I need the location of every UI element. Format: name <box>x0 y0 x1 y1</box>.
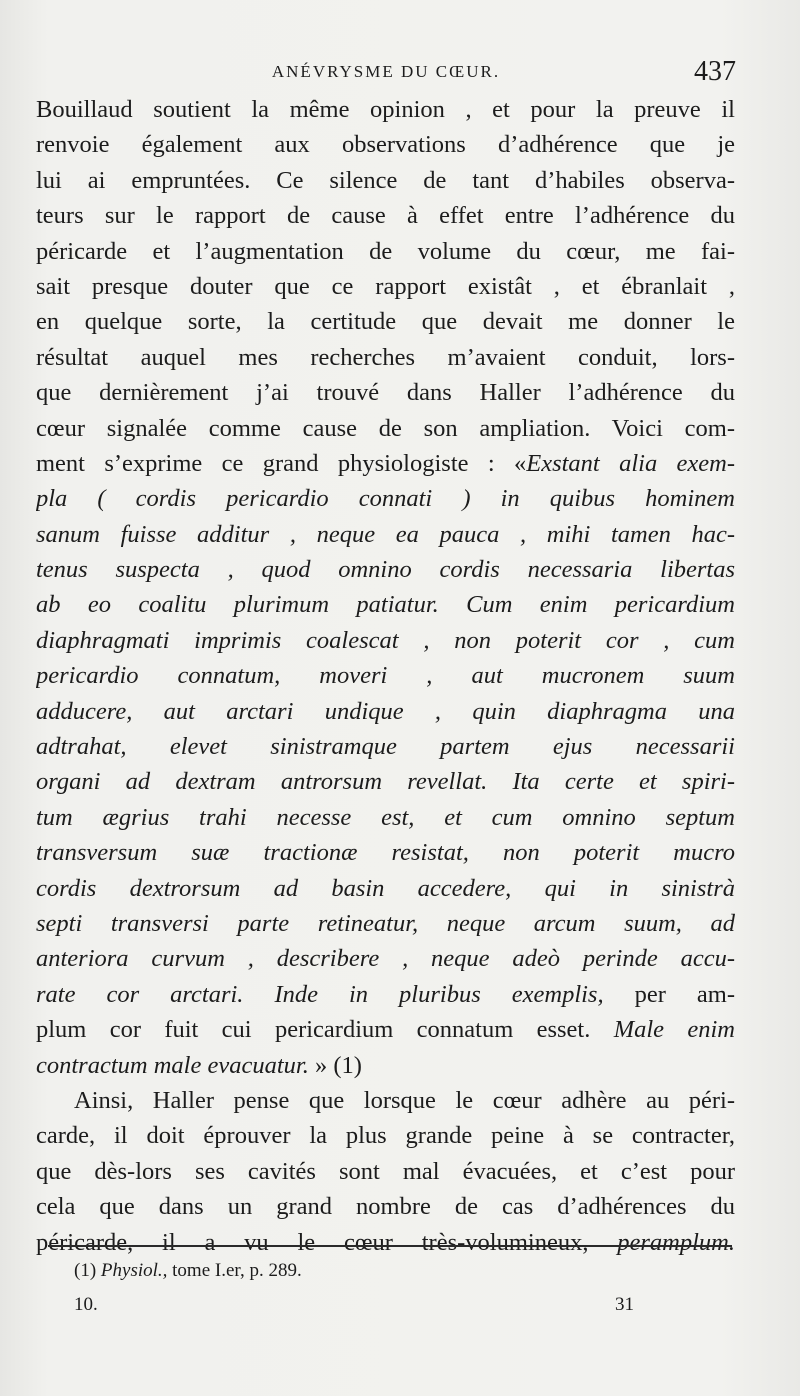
text-line <box>36 127 735 162</box>
text-line <box>36 1012 735 1047</box>
italic-text: pericardio connatum, moveri , aut mucronem suum <box>36 662 735 690</box>
line-text: que dès-lors ses cavités sont mal évacuées, et c’est pour <box>36 1157 735 1185</box>
text-line <box>36 163 735 198</box>
line-text: résultat auquel mes recherches m’avaient conduit, lors- <box>36 343 735 371</box>
footnote-rule <box>48 1245 732 1247</box>
italic-text: organi ad dextram antrorsum revellat. Ita certe et spiri- <box>36 768 735 796</box>
text-line <box>36 1118 735 1153</box>
line-text: cœur signalée comme cause de son ampliation. Voici com- <box>36 414 735 442</box>
page-header <box>36 56 736 96</box>
italic-text: sanum fuisse additur , neque ea pauca , mihi tamen hac- <box>36 520 735 548</box>
text-line <box>36 906 735 941</box>
italic-text: peramplum. <box>617 1228 735 1256</box>
text-line <box>36 234 735 269</box>
italic-text: septi transversi parte retineatur, neque arcum suum, ad <box>36 909 735 937</box>
text-line <box>36 340 735 375</box>
text-line <box>36 411 735 446</box>
line-text: renvoie également aux observations d’adhérence que je <box>36 131 735 159</box>
italic-text: adtrahat, elevet sinistramque partem ejus necessarii <box>36 733 735 761</box>
italic-text: contractum male evacuatur. <box>36 1051 309 1079</box>
line-text: Ainsi, Haller pense que lorsque le cœur adhère au péri- <box>74 1086 735 1114</box>
italic-text: anteriora curvum , describere , neque adeò perinde accu- <box>36 945 735 973</box>
text-line <box>36 198 735 233</box>
text-line <box>36 941 735 976</box>
line-text: sait presque douter que ce rapport existât , et ébranlait , <box>36 272 735 300</box>
text-line <box>36 800 735 835</box>
text-line <box>36 623 735 658</box>
line-text: plum cor fuit cui pericardium connatum esset. <box>36 1016 614 1044</box>
footnote <box>74 1256 724 1286</box>
text-line <box>36 1154 735 1189</box>
line-text: ment s’exprime ce grand physiologiste : « <box>36 449 527 477</box>
italic-text: cordis dextrorsum ad basin accedere, qui in sinistrà <box>36 874 735 902</box>
footnote-marker: (1) <box>74 1260 97 1281</box>
text-line <box>36 694 735 729</box>
line-text: » (1) <box>308 1051 362 1079</box>
italic-text: rate cor arctari. Inde in pluribus exemplis, <box>36 980 604 1008</box>
text-line <box>36 587 735 622</box>
text-line <box>36 1048 735 1083</box>
line-text: péricarde, il a vu le cœur très-volumineux, <box>36 1228 618 1256</box>
line-text: péricarde et l’augmentation de volume du cœur, me fai- <box>36 237 735 265</box>
text-line <box>36 977 735 1012</box>
footnote-source: Physiol., <box>100 1260 168 1281</box>
italic-text: transversum suæ tractionæ resistat, non poterit mucro <box>36 839 735 867</box>
line-text: cela que dans un grand nombre de cas d’adhérences du <box>36 1193 735 1221</box>
italic-text: pla ( cordis pericardio connati ) in quibus hominem <box>36 485 735 513</box>
text-line <box>36 517 735 552</box>
signature-right: 31 <box>615 1294 634 1315</box>
italic-text: Male enim <box>613 1016 735 1044</box>
text-line <box>36 375 735 410</box>
line-text: teurs sur le rapport de cause à effet entre l’adhérence du <box>36 202 735 230</box>
italic-text: tum ægrius trahi necesse est, et cum omnino septum <box>36 803 735 831</box>
italic-text: tenus suspecta , quod omnino cordis necessaria libertas <box>36 556 735 584</box>
text-line <box>36 92 735 127</box>
text-line <box>36 835 735 870</box>
page-number: 437 <box>694 56 736 87</box>
text-line <box>36 552 735 587</box>
italic-text: ab eo coalitu plurimum patiatur. Cum enim pericardium <box>36 591 735 619</box>
text-line <box>36 1225 735 1260</box>
italic-text: adducere, aut arctari undique , quin diaphragma una <box>36 697 735 725</box>
text-line <box>36 729 735 764</box>
text-line <box>36 1189 735 1224</box>
body-text <box>36 92 735 1260</box>
text-line <box>36 871 735 906</box>
text-line <box>36 304 735 339</box>
italic-text: diaphragmati imprimis coalescat , non poterit cor , cum <box>36 626 735 654</box>
running-head: ANÉVRYSME DU CŒUR. <box>271 62 501 81</box>
line-text: carde, il doit éprouver la plus grande peine à se contracter, <box>36 1122 735 1150</box>
printer-signature <box>74 1290 634 1320</box>
line-text: Bouillaud soutient la même opinion , et pour la preuve il <box>36 96 735 123</box>
signature-left: 10. <box>74 1294 98 1315</box>
text-line <box>36 446 735 481</box>
text-line <box>36 1083 735 1118</box>
italic-text: Exstant alia exem- <box>526 449 735 477</box>
line-text: que dernièrement j’ai trouvé dans Haller l’adhérence du <box>36 379 735 407</box>
line-text: lui ai empruntées. Ce silence de tant d’habiles observa- <box>36 166 735 194</box>
text-line <box>36 481 735 516</box>
text-line <box>36 658 735 693</box>
line-text: en quelque sorte, la certitude que devait me donner le <box>36 308 735 336</box>
footnote-reference: tome I.er, p. 289. <box>167 1260 302 1281</box>
text-line <box>36 764 735 799</box>
text-line <box>36 269 735 304</box>
line-text: per am- <box>603 980 735 1008</box>
